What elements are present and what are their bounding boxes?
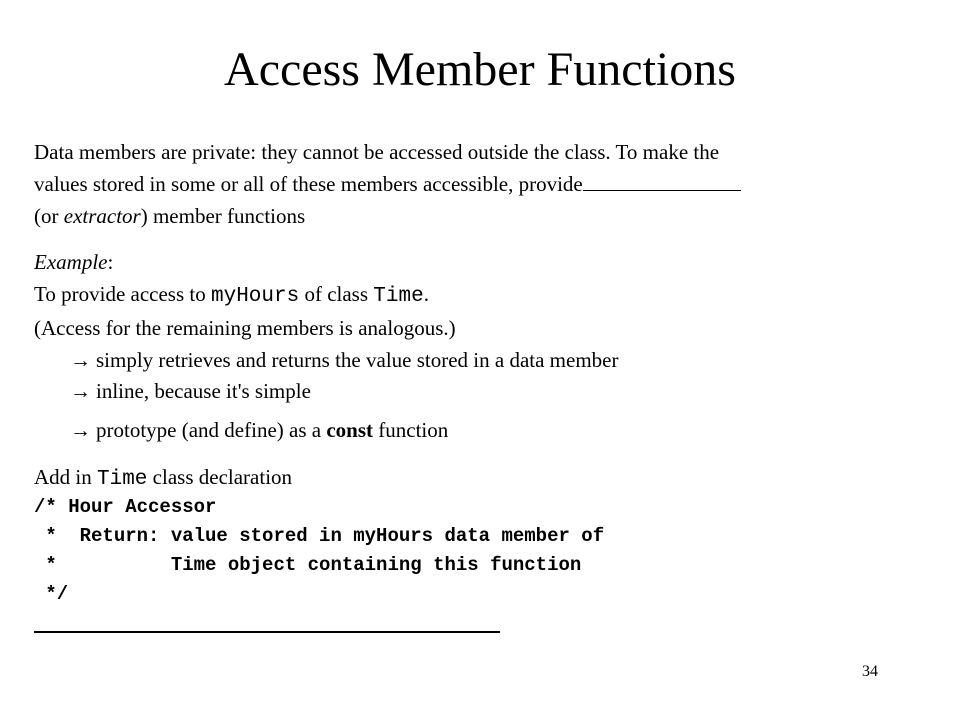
intro-line-3	[34, 200, 934, 232]
intro-line-3-post: ) member functions	[140, 204, 306, 228]
code-myhours: myHours	[210, 285, 300, 308]
add-in-line	[34, 461, 934, 496]
intro-line-1: Data members are private: they cannot be accessed outside the class. To make the	[34, 140, 720, 164]
code-line-4: */	[34, 583, 69, 605]
example-label-colon: :	[107, 250, 114, 274]
page-number: 34	[862, 663, 878, 680]
add-in-post: class declaration	[147, 465, 293, 489]
code-time-2: Time	[97, 468, 148, 491]
intro-line-3-pre: (or	[34, 204, 64, 228]
code-line-3: * Time object containing this function	[34, 554, 582, 576]
intro-line-2	[34, 168, 934, 200]
bullet-2-text: inline, because it's simple	[96, 379, 311, 403]
fill-in-blank	[583, 170, 741, 191]
example-label-text: Example	[34, 250, 108, 274]
bullet-3-pre: prototype (and define) as a	[96, 418, 327, 442]
bullet-3	[70, 414, 448, 446]
slide-title: Access Member Functions	[224, 43, 736, 96]
arrow-icon: →	[70, 418, 91, 442]
intro-line-2-text: values stored in some or all of these members accessible, provide	[34, 172, 583, 196]
arrow-icon: →	[70, 348, 91, 372]
extractor-term: extractor	[63, 204, 141, 228]
bullet-2	[70, 375, 311, 407]
code-fill-in-blank	[34, 631, 500, 633]
example-line-1-pre: To provide access to	[34, 282, 211, 306]
code-time: Time	[373, 285, 424, 308]
example-label	[34, 246, 934, 278]
code-line-2: * Return: value stored in myHours data member of	[34, 525, 605, 547]
code-line-1: /* Hour Accessor	[34, 496, 217, 518]
example-line-1-mid: of class	[299, 282, 374, 306]
const-keyword: const	[326, 418, 373, 442]
example-line-1	[34, 278, 934, 313]
add-in-pre: Add in	[34, 465, 97, 489]
example-line-1-post: .	[423, 282, 429, 306]
bullet-3-post: function	[373, 418, 449, 442]
arrow-icon: →	[70, 379, 91, 403]
bullet-1	[70, 344, 619, 376]
example-line-2: (Access for the remaining members is analogous.)	[34, 316, 456, 340]
bullet-1-text: simply retrieves and returns the value stored in a data member	[96, 348, 619, 372]
